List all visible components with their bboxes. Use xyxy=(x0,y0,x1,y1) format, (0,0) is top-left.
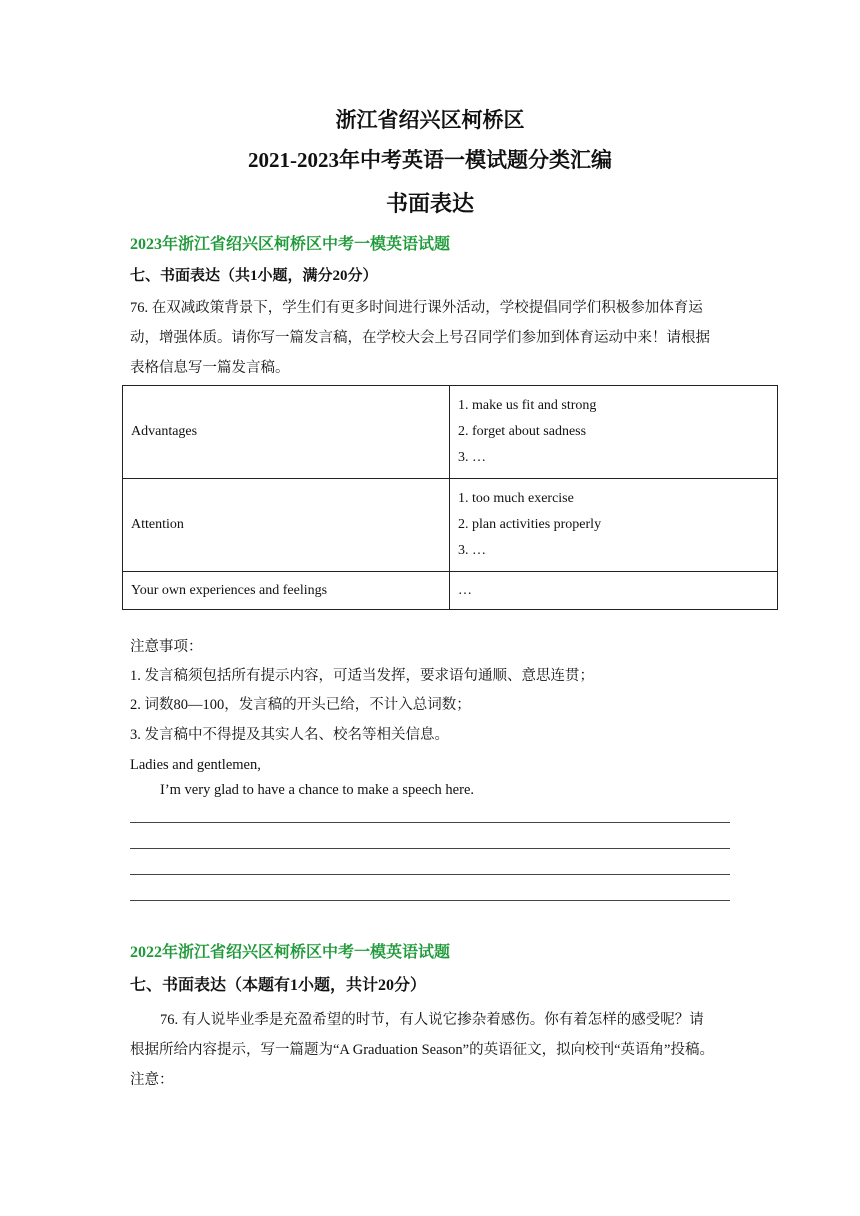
prompt-line: 表格信息写一篇发言稿。 xyxy=(130,360,290,376)
note-item: 2. 词数80—100，发言稿的开头已给，不计入总词数； xyxy=(130,697,471,713)
table-item: 3. … xyxy=(458,450,486,465)
section-2023-part: 七、书面表达（共1小题，满分20分） xyxy=(130,268,378,284)
answer-line[interactable] xyxy=(130,822,730,823)
table-item: 1. too much exercise xyxy=(458,491,574,506)
prompt-line: 动，增强体质。请你写一篇发言稿，在学校大会上号召同学们参加到体育运动中来！请根据 xyxy=(130,330,710,346)
prompt-line: 76. 在双减政策背景下，学生们有更多时间进行课外活动，学校提倡同学们积极参加体育运 xyxy=(130,300,703,316)
table-row-label: Attention xyxy=(123,479,450,572)
table-item: 2. forget about sadness xyxy=(458,424,587,439)
table-item: 3. … xyxy=(458,543,486,558)
answer-line[interactable] xyxy=(130,874,730,875)
table-row-items xyxy=(450,479,778,572)
prompt-line: 76. 有人说毕业季是充盈希望的时节，有人说它掺杂着感伤。你有着怎样的感受呢？请 xyxy=(160,1012,704,1028)
section-2022-heading: 2022年浙江省绍兴区柯桥区中考一模英语试题 xyxy=(130,944,451,961)
doc-title-region: 浙江省绍兴区柯桥区 xyxy=(335,108,525,132)
section-2022-prompt xyxy=(130,1005,730,1095)
table-row-label: Your own experiences and feelings xyxy=(123,572,450,610)
info-table xyxy=(122,385,778,610)
note-item: 3. 发言稿中不得提及其实人名、校名等相关信息。 xyxy=(130,727,449,743)
notes-title: 注意事项： xyxy=(130,639,203,655)
doc-title-series: 2021-2023年中考英语一模试题分类汇编 xyxy=(248,148,612,172)
prompt-line: 根据所给内容提示，写一篇题为“A Graduation Season”的英语征文，拟向校刊“英语角”投稿。 xyxy=(130,1042,714,1058)
table-row-items xyxy=(450,572,778,610)
section-2022-part: 七、书面表达（本题有1小题，共计20分） xyxy=(130,977,427,994)
table-item: … xyxy=(458,582,472,598)
table-row xyxy=(123,479,778,572)
section-2023-heading: 2023年浙江省绍兴区柯桥区中考一模英语试题 xyxy=(130,236,451,253)
note-item: 1. 发言稿须包括所有提示内容，可适当发挥，要求语句通顺、意思连贯； xyxy=(130,668,594,684)
table-row xyxy=(123,572,778,610)
answer-line[interactable] xyxy=(130,900,730,901)
speech-greeting: Ladies and gentlemen, xyxy=(130,757,261,773)
section-2023-prompt xyxy=(130,293,730,383)
answer-line[interactable] xyxy=(130,848,730,849)
table-row xyxy=(123,386,778,479)
table-row-items xyxy=(450,386,778,479)
table-row-label: Advantages xyxy=(123,386,450,479)
prompt-line: 注意： xyxy=(130,1072,174,1088)
table-item: 2. plan activities properly xyxy=(458,517,602,532)
speech-opening: I’m very glad to have a chance to make a speech here. xyxy=(160,782,475,798)
doc-title-topic: 书面表达 xyxy=(385,191,474,216)
table-item: 1. make us fit and strong xyxy=(458,398,597,413)
